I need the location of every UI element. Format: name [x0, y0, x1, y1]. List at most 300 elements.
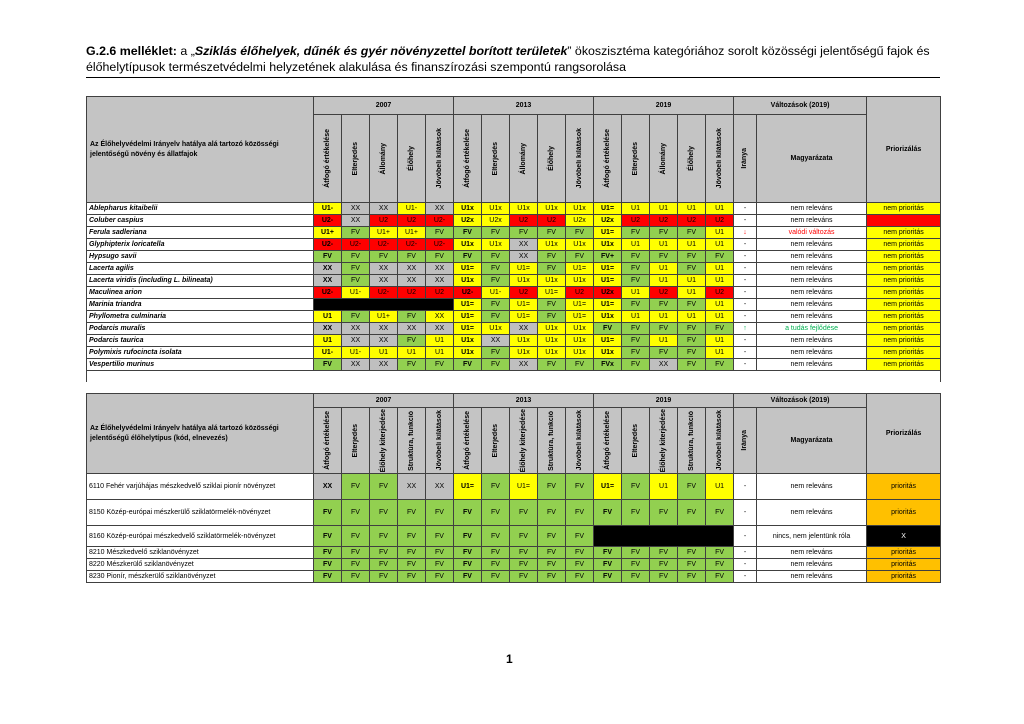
status-cell: FV	[594, 571, 622, 583]
subcol-header	[538, 115, 566, 203]
status-cell: FV	[342, 474, 370, 500]
table-row	[87, 335, 941, 347]
status-cell: U2-	[342, 239, 370, 251]
subcol-label: Elterjedés	[491, 141, 499, 176]
title-post: ” ökoszisztéma kategóriához sorolt közösségi jelentőségű fajok és élőhelytípusok természetvédelmi helyzetének alakulása és finanszírozási szempontú rangsorolása	[86, 44, 930, 74]
status-cell: FV	[398, 359, 426, 371]
status-cell: FV	[538, 263, 566, 275]
status-cell: U1x	[566, 347, 594, 359]
status-cell: U1-	[314, 347, 342, 359]
status-cell: FV	[454, 559, 482, 571]
status-cell: U1	[314, 335, 342, 347]
explanation-cell: nem releváns	[757, 287, 867, 299]
subcol-label: Átfogó értékelése	[603, 411, 611, 470]
status-cell: FV	[566, 500, 594, 526]
status-cell: XX	[370, 359, 398, 371]
status-cell: U2	[650, 215, 678, 227]
explanation-cell: nem releváns	[757, 571, 867, 583]
status-cell: U1x	[566, 239, 594, 251]
status-cell: U1+	[370, 227, 398, 239]
direction-header	[734, 115, 757, 203]
status-cell: FV	[482, 474, 510, 500]
explanation-cell: nem releváns	[757, 359, 867, 371]
year-header-2013: 2013	[454, 97, 594, 115]
explanation-cell: nem releváns	[757, 299, 867, 311]
status-cell: XX	[314, 275, 342, 287]
habitat-left-header: Az Élőhelyvédelmi Irányelv hatálya alá tartozó közösségi jelentőségű élőhelytípus (kód, elnevezés)	[87, 394, 314, 474]
status-cell: FV	[622, 347, 650, 359]
status-cell: FV	[426, 227, 454, 239]
status-cell: U1=	[510, 474, 538, 500]
status-cell: FV	[650, 500, 678, 526]
status-cell: U1=	[566, 263, 594, 275]
status-cell: FV	[342, 559, 370, 571]
status-cell: FV	[706, 571, 734, 583]
subcol-header	[650, 408, 678, 474]
status-cell: XX	[342, 335, 370, 347]
status-cell: U2	[706, 287, 734, 299]
direction-cell: -	[734, 275, 757, 287]
page-number: 1	[506, 652, 513, 666]
subcol-header	[706, 115, 734, 203]
row-name: 8150 Közép-európai mészkerülő sziklatörmelék-növényzet	[87, 500, 314, 526]
status-cell: U1	[706, 474, 734, 500]
document-title	[86, 43, 946, 75]
row-name: 6110 Fehér varjúhájas mészkedvelő sziklai pionír növényzet	[87, 474, 314, 500]
status-cell: U1x	[538, 335, 566, 347]
subcol-header	[426, 115, 454, 203]
status-cell: FV	[482, 251, 510, 263]
changes-header: Változások (2019)	[734, 394, 867, 408]
status-cell: FV	[398, 311, 426, 323]
row-name: Coluber caspius	[87, 215, 314, 227]
direction-cell: ↑	[734, 323, 757, 335]
table-row	[87, 275, 941, 287]
status-cell: U1x	[454, 239, 482, 251]
status-cell: FV	[426, 547, 454, 559]
status-cell: U1=	[594, 335, 622, 347]
status-cell: FV	[678, 299, 706, 311]
status-cell: U1=	[594, 203, 622, 215]
table-row	[87, 311, 941, 323]
status-cell: U1	[622, 311, 650, 323]
subcol-label: Élőhely	[687, 146, 695, 171]
direction-cell: -	[734, 299, 757, 311]
priority-cell: nem prioritás	[867, 227, 941, 239]
status-cell: FV	[398, 251, 426, 263]
subcol-label: Átfogó értékelése	[463, 411, 471, 470]
status-cell: FV	[454, 526, 482, 547]
status-cell: XX	[426, 275, 454, 287]
status-cell: FV	[482, 347, 510, 359]
status-cell: U1x	[566, 275, 594, 287]
explanation-cell: nem releváns	[757, 500, 867, 526]
subcol-label: Állomány	[519, 142, 527, 175]
status-cell: XX	[510, 239, 538, 251]
status-cell: XX	[342, 359, 370, 371]
status-cell: U1	[314, 311, 342, 323]
table-row	[87, 227, 941, 239]
status-cell: U1	[678, 287, 706, 299]
status-cell: FV	[314, 359, 342, 371]
table-row	[87, 500, 941, 526]
table-row	[87, 323, 941, 335]
explanation-cell: nem releváns	[757, 474, 867, 500]
status-cell: FV	[622, 263, 650, 275]
status-cell: XX	[342, 215, 370, 227]
status-cell: XX	[342, 203, 370, 215]
status-cell: U1-	[314, 203, 342, 215]
status-cell: U1=	[510, 311, 538, 323]
direction-cell: -	[734, 335, 757, 347]
status-cell: FV	[454, 251, 482, 263]
status-cell: FV	[370, 571, 398, 583]
status-cell: FV	[314, 547, 342, 559]
status-cell: U1	[706, 227, 734, 239]
direction-label: Iránya	[741, 430, 749, 451]
subcol-header	[370, 408, 398, 474]
status-cell: FV	[678, 263, 706, 275]
status-cell: FV	[566, 571, 594, 583]
status-cell: FV	[678, 323, 706, 335]
status-cell: U1x	[594, 311, 622, 323]
status-cell: U2x	[594, 215, 622, 227]
subcol-label: Jövőbeli kilátások	[715, 128, 723, 189]
priority-cell: nem prioritás	[867, 239, 941, 251]
status-cell: XX	[426, 203, 454, 215]
status-cell: FV	[622, 275, 650, 287]
status-cell: U2	[426, 287, 454, 299]
status-cell: U2x	[482, 215, 510, 227]
explanation-cell: nem releváns	[757, 251, 867, 263]
status-cell: FV	[538, 299, 566, 311]
status-cell: FV	[622, 571, 650, 583]
subcol-header	[314, 408, 342, 474]
subcol-header	[454, 115, 482, 203]
table-row	[87, 571, 941, 583]
row-name: Phyllometra culminaria	[87, 311, 314, 323]
status-cell: FV	[622, 559, 650, 571]
status-cell: FV	[482, 263, 510, 275]
direction-cell: -	[734, 500, 757, 526]
subcol-label: Jövőbeli kilátások	[435, 410, 443, 471]
status-cell: U2-	[314, 239, 342, 251]
status-cell: FV	[510, 526, 538, 547]
status-cell: FV	[566, 251, 594, 263]
row-name: Lacerta agilis	[87, 263, 314, 275]
direction-cell: -	[734, 251, 757, 263]
status-cell: FV	[482, 559, 510, 571]
status-cell: FV	[622, 500, 650, 526]
status-cell: U1	[678, 275, 706, 287]
status-cell: XX	[398, 263, 426, 275]
row-name: Vespertilio murinus	[87, 359, 314, 371]
status-cell: FV	[678, 335, 706, 347]
status-cell: FV	[342, 263, 370, 275]
status-cell: FV	[706, 251, 734, 263]
status-cell: U1	[622, 239, 650, 251]
status-cell: FV	[482, 571, 510, 583]
status-cell: U2-	[314, 215, 342, 227]
status-cell: U2	[650, 287, 678, 299]
status-cell: U1x	[482, 203, 510, 215]
priority-cell: X	[867, 526, 941, 547]
status-cell: FV	[678, 571, 706, 583]
status-cell: U1x	[454, 275, 482, 287]
priority-cell: nem prioritás	[867, 287, 941, 299]
status-cell: U1+	[314, 227, 342, 239]
priority-cell: prioritás	[867, 571, 941, 583]
status-cell: FV	[538, 474, 566, 500]
subcol-label: Élőhely	[407, 146, 415, 171]
spacer-row	[87, 371, 941, 382]
status-cell: U1-	[342, 347, 370, 359]
status-cell: U1x	[538, 239, 566, 251]
status-cell: FV	[342, 227, 370, 239]
status-cell: FV	[510, 227, 538, 239]
priority-cell: nem prioritás	[867, 359, 941, 371]
year-header-2019: 2019	[594, 97, 734, 115]
status-cell: U1x	[566, 335, 594, 347]
direction-cell: -	[734, 311, 757, 323]
subcol-header	[678, 408, 706, 474]
status-cell: FV	[482, 500, 510, 526]
subcol-label: Élőhely	[547, 146, 555, 171]
subcol-label: Átfogó értékelése	[463, 129, 471, 188]
status-cell: FV	[594, 547, 622, 559]
subcol-header	[594, 115, 622, 203]
status-cell: FV	[482, 227, 510, 239]
direction-cell: ↓	[734, 227, 757, 239]
subcol-header	[622, 408, 650, 474]
status-cell: U1	[426, 335, 454, 347]
table-row	[87, 299, 941, 311]
status-cell: FV	[622, 335, 650, 347]
subcol-header	[398, 115, 426, 203]
priority-cell: nem prioritás	[867, 275, 941, 287]
status-cell: FV	[538, 359, 566, 371]
explanation-cell: nincs, nem jelentünk róla	[757, 526, 867, 547]
status-cell: FV	[510, 559, 538, 571]
status-cell: XX	[482, 335, 510, 347]
status-cell: FV	[510, 571, 538, 583]
subcol-header	[342, 408, 370, 474]
status-cell: U1x	[510, 275, 538, 287]
status-cell: FV+	[594, 251, 622, 263]
status-cell: U1x	[538, 203, 566, 215]
status-cell: U1	[678, 203, 706, 215]
status-cell: FV	[370, 251, 398, 263]
subcol-label: Állomány	[379, 142, 387, 175]
direction-header	[734, 408, 757, 474]
status-cell: FV	[398, 547, 426, 559]
status-cell: FV	[678, 227, 706, 239]
status-cell: U1=	[594, 275, 622, 287]
subcol-label: Elterjedés	[351, 423, 359, 458]
status-cell: U1	[650, 335, 678, 347]
status-cell: FV	[510, 547, 538, 559]
explanation-cell: nem releváns	[757, 215, 867, 227]
status-cell: U1=	[594, 263, 622, 275]
explanation-cell: nem releváns	[757, 239, 867, 251]
row-name: 8210 Mészkedvelő sziklanövényzet	[87, 547, 314, 559]
priority-cell: nem prioritás	[867, 251, 941, 263]
status-cell: U1	[706, 239, 734, 251]
status-cell: U1x	[538, 275, 566, 287]
direction-cell: -	[734, 287, 757, 299]
subcol-label: Állomány	[659, 142, 667, 175]
status-cell: U1	[706, 311, 734, 323]
status-cell-na	[314, 299, 454, 311]
status-cell: U2	[398, 215, 426, 227]
priority-header: Priorizálás	[867, 97, 941, 203]
row-name: 8230 Pionír, mészkerülő sziklanövényzet	[87, 571, 314, 583]
status-cell: FV	[398, 559, 426, 571]
status-cell: FV	[482, 547, 510, 559]
status-cell: U1x	[510, 335, 538, 347]
status-cell: U1=	[454, 323, 482, 335]
table-row	[87, 251, 941, 263]
status-cell: FV	[650, 227, 678, 239]
status-cell: U1x	[566, 323, 594, 335]
status-cell: XX	[342, 323, 370, 335]
status-cell: FV	[566, 547, 594, 559]
status-cell: FV	[538, 227, 566, 239]
status-cell: U1	[622, 287, 650, 299]
status-cell: U2	[622, 215, 650, 227]
status-cell: XX	[370, 275, 398, 287]
status-cell: FV	[510, 500, 538, 526]
explanation-cell: nem releváns	[757, 559, 867, 571]
status-cell: FV	[650, 571, 678, 583]
row-name: Maculinea arion	[87, 287, 314, 299]
status-cell: FV	[454, 227, 482, 239]
status-cell: XX	[314, 474, 342, 500]
table-row	[87, 263, 941, 275]
row-name: 8220 Mészkerülő sziklanövényzet	[87, 559, 314, 571]
status-cell: FV	[706, 559, 734, 571]
spacer-cell	[87, 371, 941, 382]
row-name: Hypsugo savii	[87, 251, 314, 263]
status-cell: U2	[706, 215, 734, 227]
subcol-label: Élőhely kiterjedése	[659, 408, 667, 473]
status-cell: U1	[650, 203, 678, 215]
status-cell: XX	[398, 275, 426, 287]
status-cell: FV	[678, 500, 706, 526]
priority-cell: nem prioritás	[867, 335, 941, 347]
status-cell: U1	[706, 263, 734, 275]
subcol-label: Jövőbeli kilátások	[715, 410, 723, 471]
subcol-label: Jövőbeli kilátások	[575, 410, 583, 471]
status-cell: U1x	[566, 203, 594, 215]
direction-cell: -	[734, 239, 757, 251]
status-cell: U1=	[510, 263, 538, 275]
status-cell: FV	[538, 500, 566, 526]
status-cell: FV	[650, 547, 678, 559]
subcol-header	[510, 115, 538, 203]
status-cell: U1=	[538, 287, 566, 299]
status-cell: U1x	[454, 335, 482, 347]
status-cell: XX	[650, 359, 678, 371]
row-name: Lacerta viridis (including L. bilineata)	[87, 275, 314, 287]
subcol-label: Elterjedés	[631, 141, 639, 176]
priority-cell: prioritás	[867, 500, 941, 526]
status-cell: FV	[454, 359, 482, 371]
explanation-cell: valódi változás	[757, 227, 867, 239]
status-cell: FV	[650, 347, 678, 359]
status-cell: FV	[454, 571, 482, 583]
explanation-cell: nem releváns	[757, 547, 867, 559]
status-cell: XX	[426, 311, 454, 323]
direction-cell: -	[734, 547, 757, 559]
species-table	[86, 96, 941, 382]
subcol-header	[594, 408, 622, 474]
row-name: Ferula sadleriana	[87, 227, 314, 239]
subcol-header	[314, 115, 342, 203]
status-cell: FV	[594, 559, 622, 571]
status-cell: FV	[342, 251, 370, 263]
status-cell: XX	[398, 323, 426, 335]
subcol-label: Elterjedés	[631, 423, 639, 458]
year-header-2019: 2019	[594, 394, 734, 408]
priority-cell: nem prioritás	[867, 311, 941, 323]
status-cell: XX	[510, 251, 538, 263]
row-name: Podarcis taurica	[87, 335, 314, 347]
explanation-cell: nem releváns	[757, 335, 867, 347]
status-cell: FV	[398, 335, 426, 347]
status-cell: FV	[342, 275, 370, 287]
status-cell: FV	[566, 474, 594, 500]
status-cell: FV	[426, 500, 454, 526]
explanation-cell: nem releváns	[757, 311, 867, 323]
subcol-label: Élőhely kiterjedése	[519, 408, 527, 473]
status-cell: FV	[650, 323, 678, 335]
table-row	[87, 215, 941, 227]
explanation-header: Magyarázata	[757, 408, 867, 474]
priority-cell: nem prioritás	[867, 263, 941, 275]
status-cell: XX	[370, 203, 398, 215]
subcol-header	[566, 115, 594, 203]
subcol-label: Elterjedés	[351, 141, 359, 176]
subcol-header	[510, 408, 538, 474]
status-cell: FV	[370, 474, 398, 500]
status-cell: FV	[426, 559, 454, 571]
row-name: Ablepharus kitaibelii	[87, 203, 314, 215]
status-cell: XX	[370, 263, 398, 275]
status-cell: U1	[706, 335, 734, 347]
status-cell: U2-	[370, 287, 398, 299]
status-cell: FV	[370, 559, 398, 571]
status-cell: FV	[454, 500, 482, 526]
status-cell: FV	[622, 547, 650, 559]
row-name: 8160 Közép-európai mészkedvelő sziklatörmelék-növényzet	[87, 526, 314, 547]
table-row	[87, 547, 941, 559]
status-cell: FV	[622, 359, 650, 371]
status-cell: FV	[622, 474, 650, 500]
priority-cell: prioritás	[867, 547, 941, 559]
status-cell: U2-	[398, 239, 426, 251]
subcol-label: Jövőbeli kilátások	[435, 128, 443, 189]
status-cell: FV	[622, 251, 650, 263]
subcol-header	[482, 408, 510, 474]
subcol-header	[538, 408, 566, 474]
subcol-label: Struktúra, funkció	[687, 410, 695, 471]
status-cell: FV	[538, 571, 566, 583]
status-cell: U1	[370, 347, 398, 359]
subcol-header	[426, 408, 454, 474]
status-cell: FV	[314, 251, 342, 263]
status-cell: FV	[482, 311, 510, 323]
